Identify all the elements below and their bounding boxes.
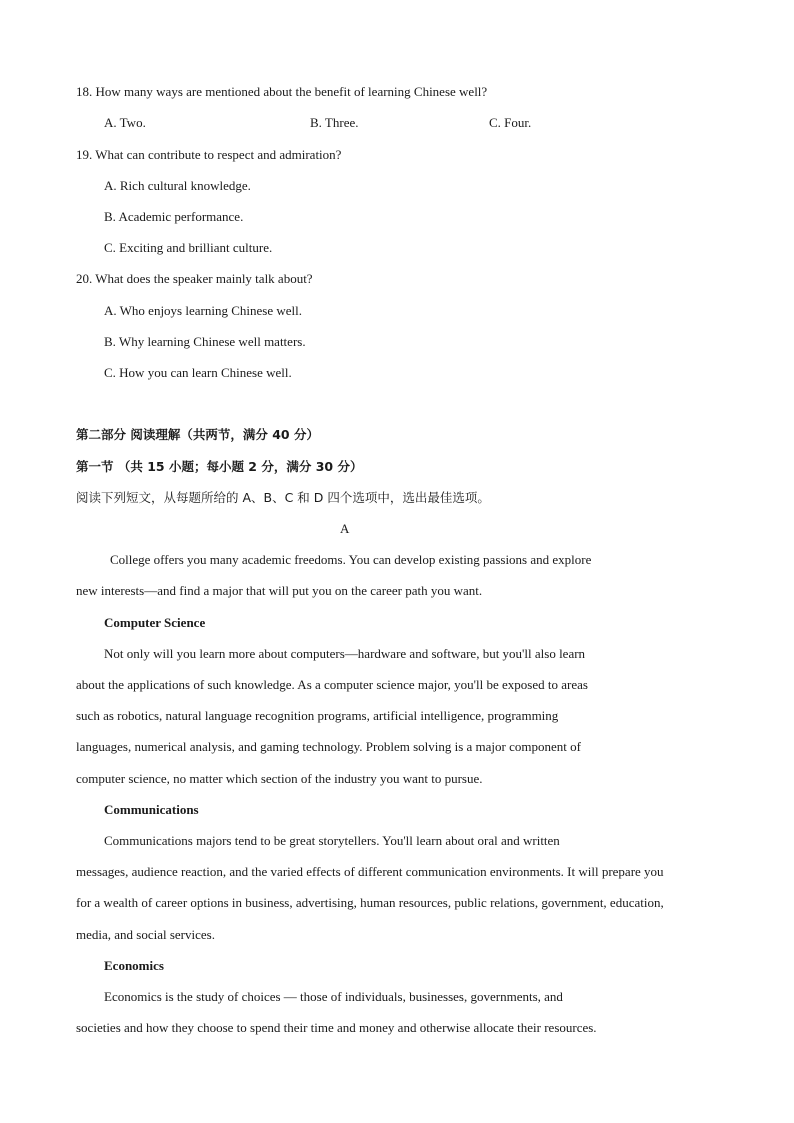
paragraph-line: such as robotics, natural language recognition programs, artificial intelligence, programming (76, 708, 559, 723)
question-19-stem: 19. What can contribute to respect and admiration? (76, 147, 342, 162)
paragraph-line: about the applications of such knowledge. As a computer science major, you'll be exposed to areas (76, 677, 588, 692)
question-18-stem: 18. How many ways are mentioned about the benefit of learning Chinese well? (76, 84, 488, 99)
paragraph-line: computer science, no matter which section of the industry you want to pursue. (76, 771, 483, 786)
paragraph-line: Not only will you learn more about computers—hardware and software, but you'll also learn (104, 646, 586, 661)
section-title-economics: Economics (104, 958, 164, 973)
question-20-stem: 20. What does the speaker mainly talk about? (76, 271, 313, 286)
paragraph-line: messages, audience reaction, and the varied effects of different communication environments. It will prepare you (76, 864, 664, 879)
section-title-communications: Communications (104, 802, 199, 817)
passage-intro-line: College offers you many academic freedoms. You can develop existing passions and explore (110, 552, 592, 567)
question-18-option-c: C. Four. (489, 115, 532, 130)
section-heading: 第一节 （共 15 小题；每小题 2 分，满分 30 分） (76, 459, 363, 474)
question-19-option-a: A. Rich cultural knowledge. (104, 178, 251, 193)
part-heading: 第二部分 阅读理解（共两节，满分 40 分） (76, 427, 319, 442)
paragraph-line: languages, numerical analysis, and gaming technology. Problem solving is a major component of (76, 739, 581, 754)
paragraph-line: for a wealth of career options in business, advertising, human resources, public relations, government, education, (76, 895, 664, 910)
paragraph-line: media, and social services. (76, 927, 215, 942)
paragraph-line: Economics is the study of choices — those of individuals, businesses, governments, and (104, 989, 563, 1004)
paragraph-line: societies and how they choose to spend their time and money and otherwise allocate their resources. (76, 1020, 597, 1035)
question-18-option-b: B. Three. (310, 115, 359, 130)
paragraph-line: Communications majors tend to be great storytellers. You'll learn about oral and written (104, 833, 560, 848)
question-20-option-c: C. How you can learn Chinese well. (104, 365, 292, 380)
question-19-option-b: B. Academic performance. (104, 209, 244, 224)
question-18-option-a: A. Two. (104, 115, 146, 130)
section-instruction: 阅读下列短文，从每题所给的 A、B、C 和 D 四个选项中，选出最佳选项。 (76, 490, 490, 505)
question-20-option-b: B. Why learning Chinese well matters. (104, 334, 306, 349)
question-19-option-c: C. Exciting and brilliant culture. (104, 240, 273, 255)
passage-intro-line: new interests—and find a major that will put you on the career path you want. (76, 583, 483, 598)
section-title-computer-science: Computer Science (104, 615, 206, 630)
passage-letter: A (340, 521, 350, 536)
question-20-option-a: A. Who enjoys learning Chinese well. (104, 303, 302, 318)
